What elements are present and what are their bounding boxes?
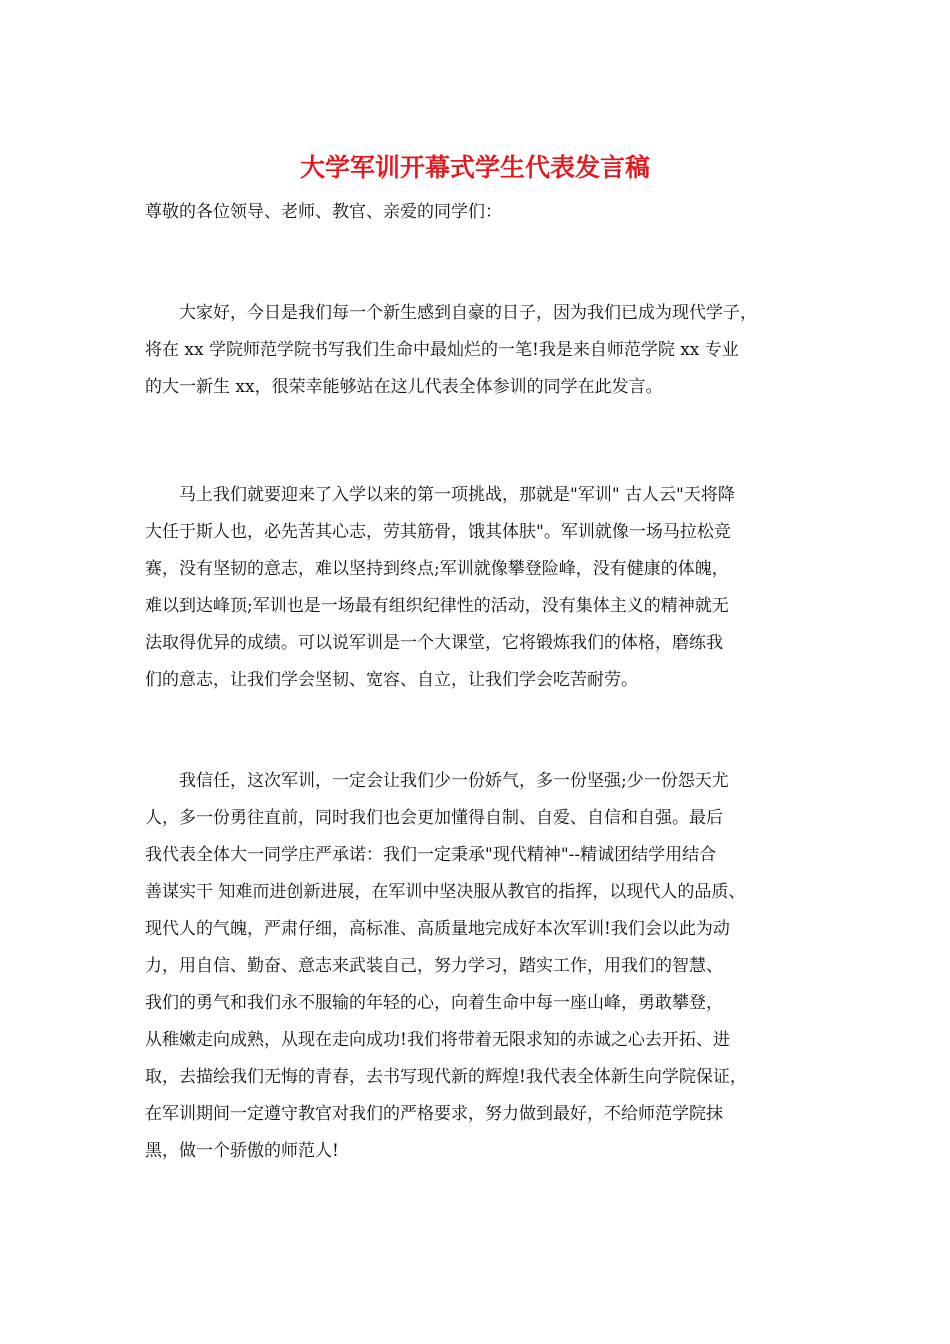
paragraph-pledge	[145, 763, 815, 1170]
paragraph-line: 大任于斯人也，必先苦其心志，劳其筋骨，饿其体肤"。军训就像一场马拉松竞	[145, 522, 731, 542]
paragraph-line: 人，多一份勇往直前，同时我们也会更加懂得自制、自爱、自信和自强。最后	[145, 808, 723, 828]
paragraph-line: 取，去描绘我们无悔的青春，去书写现代新的辉煌!我代表全体新生向学院保证，	[145, 1067, 747, 1087]
paragraph-line: 我信任，这次军训，一定会让我们少一份娇气，多一份坚强;少一份怨天尤	[145, 771, 729, 791]
paragraph-line: 从稚嫩走向成熟，从现在走向成功!我们将带着无限求知的赤诚之心去开拓、进	[145, 1030, 730, 1050]
paragraph-line: 黑，做一个骄傲的师范人!	[145, 1141, 339, 1161]
paragraph-line: 大家好，今日是我们每一个新生感到自豪的日子，因为我们已成为现代学子，	[145, 303, 757, 323]
paragraph-line: 我们的勇气和我们永不服输的年轻的心，向着生命中每一座山峰，勇敢攀登，	[145, 993, 723, 1013]
paragraph-line: 现代人的气魄，严肃仔细，高标准、高质量地完成好本次军训!我们会以此为动	[145, 919, 730, 939]
paragraph-greeting	[145, 295, 815, 406]
document-title: 大学军训开幕式学生代表发言稿	[299, 153, 650, 182]
paragraph-line: 难以到达峰顶;军训也是一场最有组织纪律性的活动，没有集体主义的精神就无	[145, 596, 729, 616]
paragraph-line: 的大一新生 xx，很荣幸能够站在这儿代表全体参训的同学在此发言。	[145, 377, 663, 397]
paragraph-line: 将在 xx 学院师范学院书写我们生命中最灿烂的一笔!我是来自师范学院 xx 专业	[145, 340, 739, 360]
salutation: 尊敬的各位领导、老师、教官、亲爱的同学们：	[145, 202, 502, 222]
paragraph-line: 我代表全体大一同学庄严承诺：我们一定秉承"现代精神"--精诚团结学用结合	[145, 845, 717, 865]
paragraph-line: 力，用自信、勤奋、意志来武装自己，努力学习，踏实工作，用我们的智慧、	[145, 956, 723, 976]
paragraph-line: 们的意志，让我们学会坚韧、宽容、自立，让我们学会吃苦耐劳。	[145, 670, 638, 690]
paragraph-line: 善谋实干 知难而进创新进展，在军训中坚决服从教官的指挥，以现代人的品质、	[145, 882, 746, 902]
paragraph-line: 马上我们就要迎来了入学以来的第一项挑战，那就是"军训" 古人云"天将降	[145, 485, 735, 505]
paragraph-line: 在军训期间一定遵守教官对我们的严格要求，努力做到最好，不给师范学院抹	[145, 1104, 723, 1124]
paragraph-line: 赛，没有坚韧的意志，难以坚持到终点;军训就像攀登险峰，没有健康的体魄，	[145, 559, 729, 579]
paragraph-challenge	[145, 477, 815, 699]
paragraph-line: 法取得优异的成绩。可以说军训是一个大课堂，它将锻炼我们的体格，磨练我	[145, 633, 723, 653]
